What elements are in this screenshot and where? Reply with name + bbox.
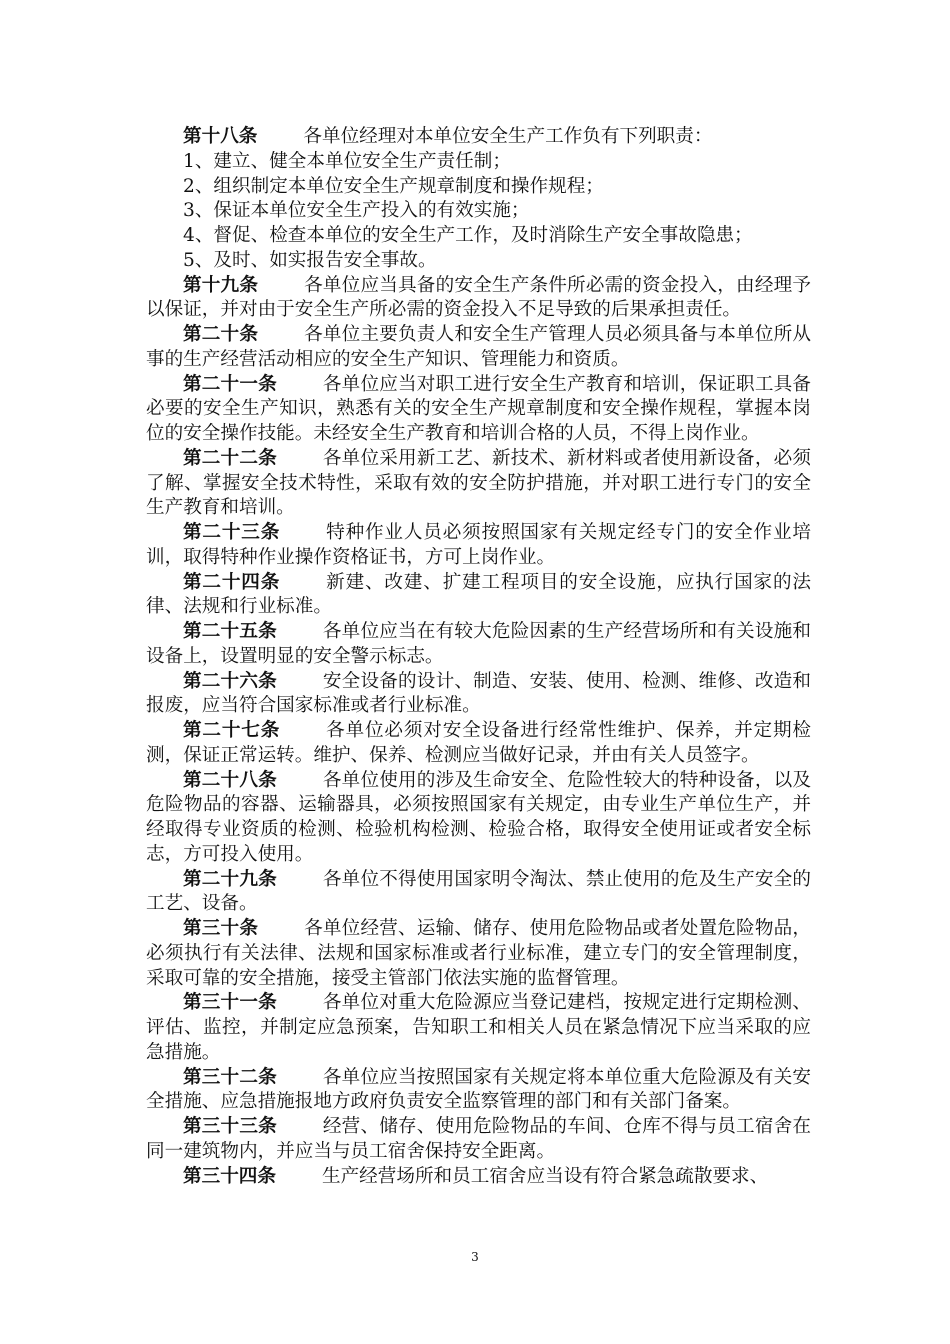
article-paragraph xyxy=(146,323,811,373)
article-paragraph xyxy=(146,1066,811,1116)
article-paragraph xyxy=(146,571,811,621)
article-number: 第二十一条 xyxy=(183,373,277,395)
article-number: 第三十四条 xyxy=(183,1165,276,1187)
article-paragraph xyxy=(146,620,811,670)
article-text: 各单位使用的涉及生命安全、危险性较大的特种设备，以及危险物品的容器、运输器具，必须按照国家有关规定，由专业生产单位生产，并经取得专业资质的检测、检验机构检测、检验合格，取得安全使用证或者安全标志，方可投入使用。 xyxy=(146,769,811,865)
article-paragraph xyxy=(146,1165,811,1190)
article-text: 各单位应当具备的安全生产条件所必需的资金投入，由经理予以保证，并对由于安全生产所必需的资金投入不足导致的后果承担责任。 xyxy=(146,274,811,321)
article-number: 第二十条 xyxy=(183,324,259,345)
article-text: 经营、储存、使用危险物品的车间、仓库不得与员工宿舍在同一建筑物内，并应当与员工宿舍保持安全距离。 xyxy=(146,1116,811,1162)
article-number: 第三十一条 xyxy=(183,992,277,1014)
article-number: 第三十二条 xyxy=(183,1066,277,1088)
article-paragraph xyxy=(146,719,811,769)
article-number: 第二十三条 xyxy=(183,522,281,543)
article-paragraph xyxy=(146,868,811,918)
article-text: 各单位应当对职工进行安全生产教育和培训，保证职工具备必要的安全生产知识，熟悉有关的安全生产规章制度和安全操作规程，掌握本岗位的安全操作技能。未经安全生产教育和培训合格的人员，不得上岗作业。 xyxy=(146,373,811,444)
article-number: 第二十六条 xyxy=(183,670,277,692)
list-item: 1、建立、健全本单位安全生产责任制； xyxy=(183,150,511,172)
article-text: 各单位经理对本单位安全生产工作负有下列职责： xyxy=(303,126,713,147)
article-paragraph xyxy=(146,917,811,991)
article-number: 第二十五条 xyxy=(183,621,277,642)
list-item: 3、保证本单位安全生产投入的有效实施； xyxy=(183,200,530,222)
article-paragraph xyxy=(146,447,811,521)
document-body xyxy=(146,125,811,1189)
article-paragraph xyxy=(146,274,811,324)
article-number: 第二十八条 xyxy=(183,769,277,791)
article-paragraph xyxy=(146,125,811,150)
article-number: 第二十九条 xyxy=(183,868,277,890)
article-paragraph xyxy=(146,521,811,571)
article-number: 第十八条 xyxy=(183,126,258,147)
article-number: 第二十二条 xyxy=(183,447,277,469)
article-text: 各单位必须对安全设备进行经常性维护、保养，并定期检测，保证正常运转。维护、保养、检测应当做好记录，并由有关人员签字。 xyxy=(146,720,811,766)
article-text: 生产经营场所和员工宿舍应当设有符合紧急疏散要求、 xyxy=(321,1165,769,1187)
list-item: 5、及时、如实报告安全事故。 xyxy=(183,249,437,271)
article-number: 第三十三条 xyxy=(183,1116,277,1137)
article-number: 第二十七条 xyxy=(183,720,281,741)
article-text: 各单位经营、运输、储存、使用危险物品或者处置危险物品，必须执行有关法律、法规和国家标准或者行业标准，建立专门的安全管理制度，采取可靠的安全措施，接受主管部门依法实施的监督管理。 xyxy=(146,918,811,989)
article-text: 各单位采用新工艺、新技术、新材料或者使用新设备，必须了解、掌握安全技术特性，采取有效的安全防护措施，并对职工进行专门的安全生产教育和培训。 xyxy=(146,447,811,519)
article-number: 第三十条 xyxy=(183,918,259,939)
list-item: 4、督促、检查本单位的安全生产工作，及时消除生产安全事故隐患； xyxy=(183,225,753,246)
article-paragraph xyxy=(146,991,811,1065)
article-paragraph xyxy=(146,1115,811,1165)
article-paragraph xyxy=(146,373,811,447)
article-text: 新建、改建、扩建工程项目的安全设施，应执行国家的法律、法规和行业标准。 xyxy=(146,571,811,618)
article-text: 各单位应当在有较大危险因素的生产经营场所和有关设施和设备上，设置明显的安全警示标志。 xyxy=(146,621,811,667)
article-number: 第十九条 xyxy=(183,274,259,296)
page-number: 3 xyxy=(471,1250,479,1264)
article-number: 第二十四条 xyxy=(183,571,281,593)
article-text: 各单位应当按照国家有关规定将本单位重大危险源及有关安全措施、应急措施报地方政府负责安全监察管理的部门和有关部门备案。 xyxy=(146,1066,811,1113)
article-text: 各单位主要负责人和安全生产管理人员必须具备与本单位所从事的生产经营活动相应的安全生产知识、管理能力和资质。 xyxy=(146,324,811,370)
article-text: 安全设备的设计、制造、安装、使用、检测、维修、改造和报废，应当符合国家标准或者行业标准。 xyxy=(146,670,811,717)
article-text: 各单位对重大危险源应当登记建档，按规定进行定期检测、评估、监控，并制定应急预案，告知职工和相关人员在紧急情况下应当采取的应急措施。 xyxy=(146,992,811,1063)
article-text: 特种作业人员必须按照国家有关规定经专门的安全作业培训，取得特种作业操作资格证书，方可上岗作业。 xyxy=(146,522,811,568)
article-text: 各单位不得使用国家明令淘汰、禁止使用的危及生产安全的工艺、设备。 xyxy=(146,868,811,915)
article-paragraph xyxy=(146,769,811,868)
article-paragraph xyxy=(146,670,811,720)
list-item: 2、组织制定本单位安全生产规章制度和操作规程； xyxy=(183,175,604,197)
